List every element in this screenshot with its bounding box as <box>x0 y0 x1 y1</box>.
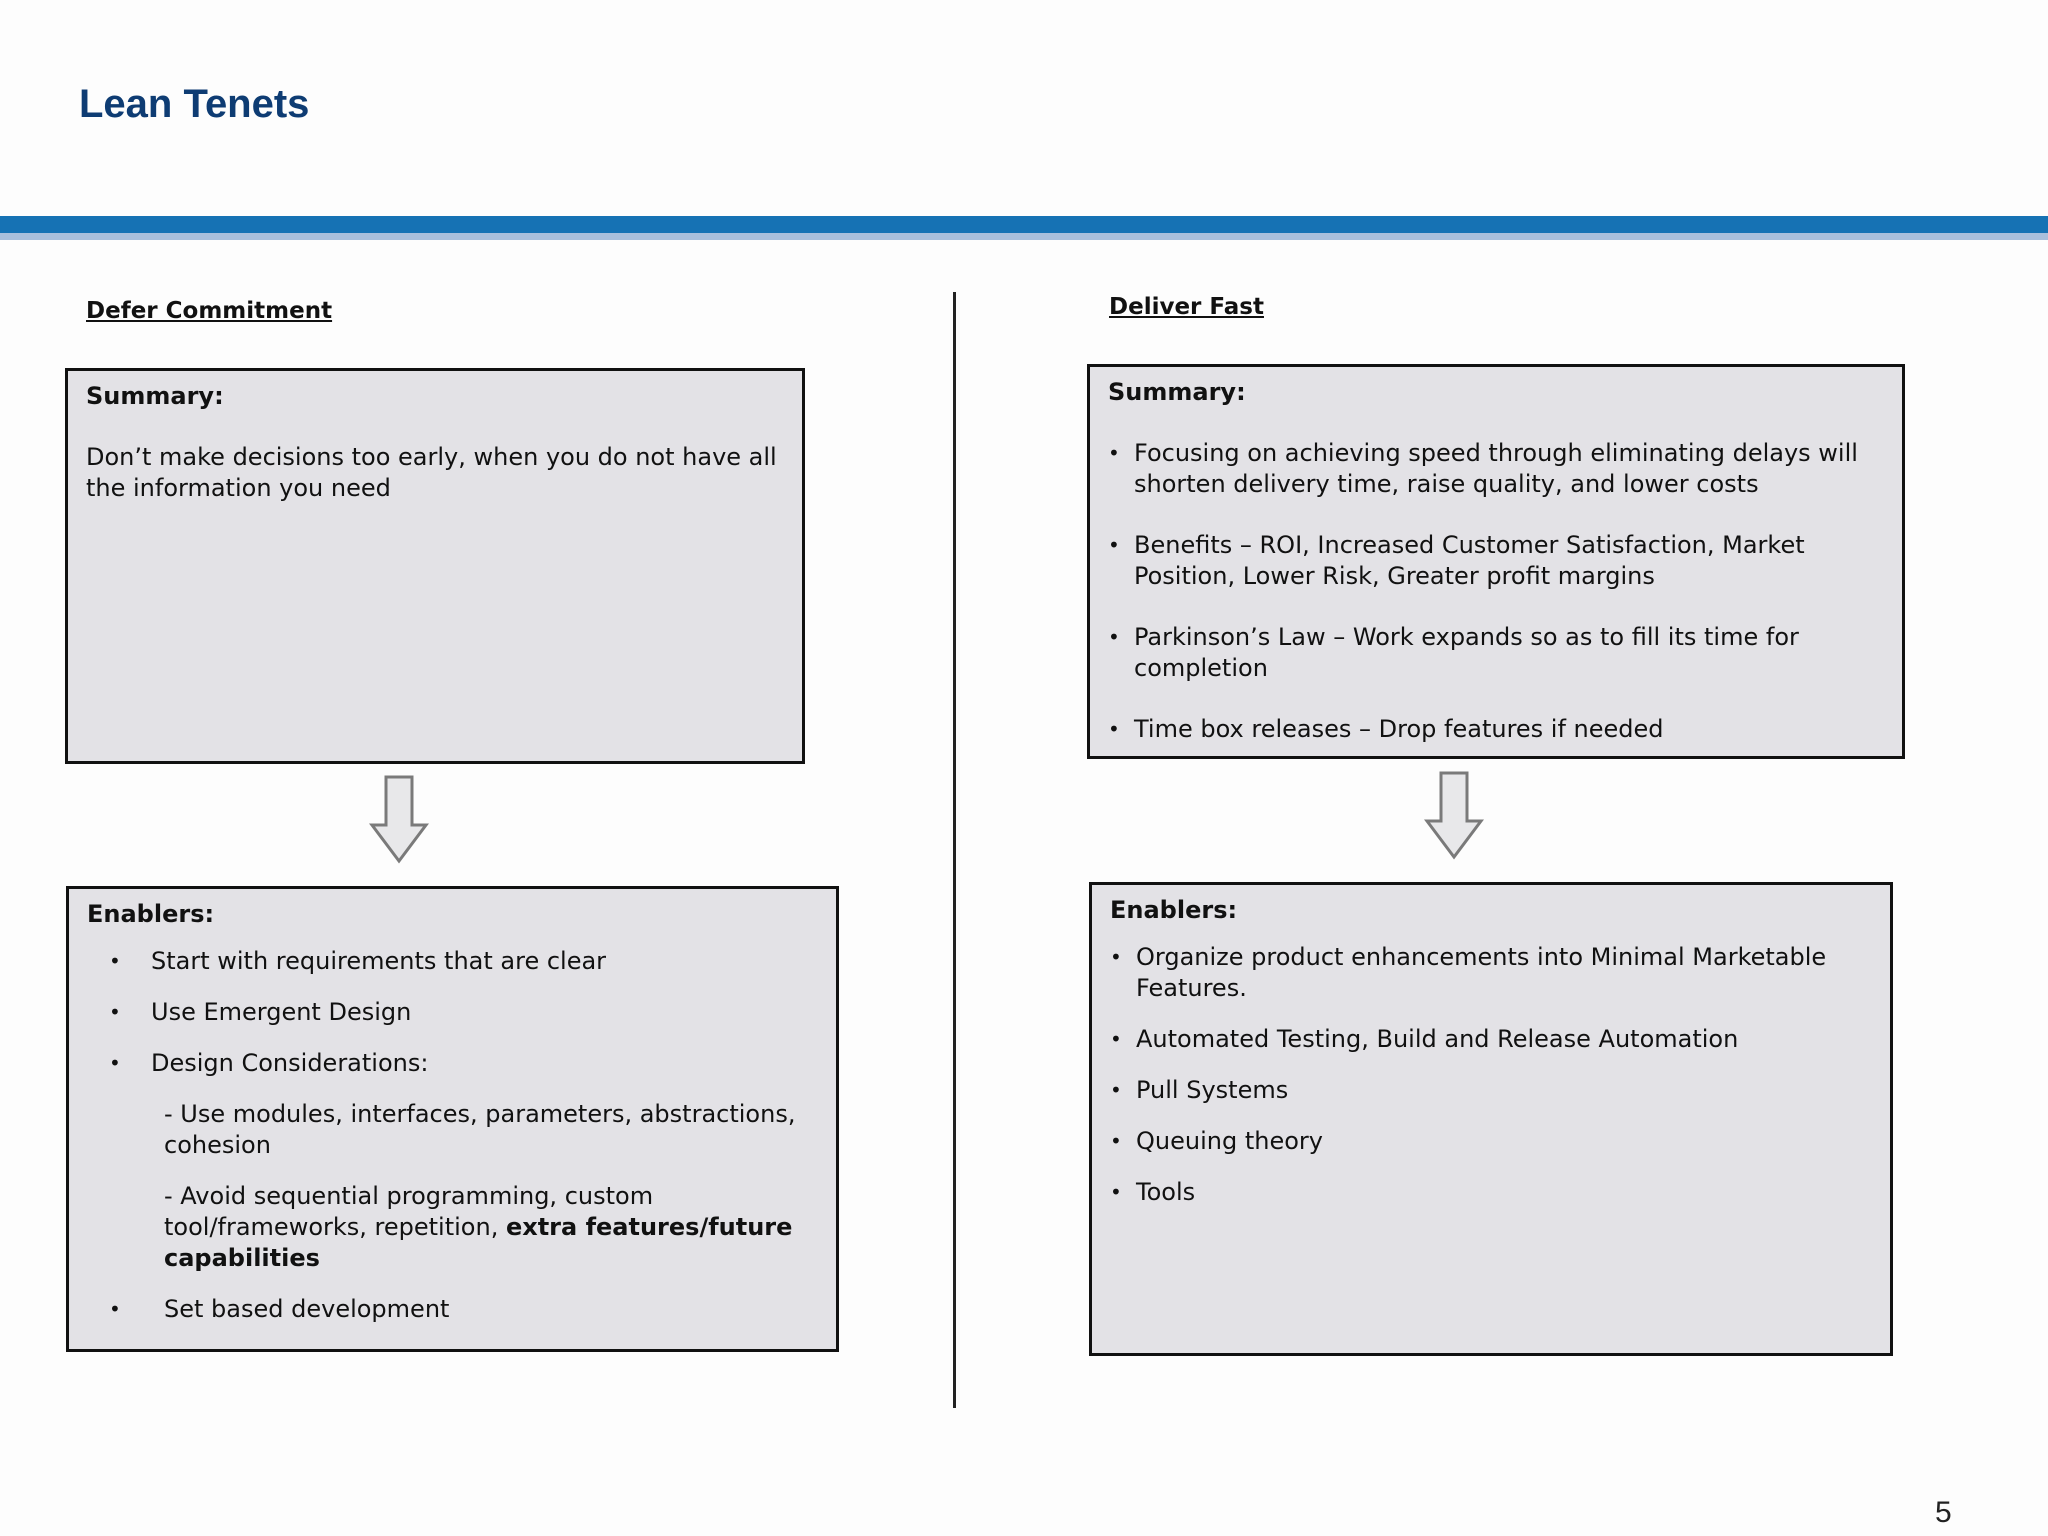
header-bar-accent <box>0 233 2048 240</box>
down-arrow-icon <box>1423 771 1485 861</box>
left-heading: Defer Commitment <box>86 298 333 324</box>
column-divider <box>953 292 956 1408</box>
left-enablers-box <box>66 886 839 1352</box>
list-sub-item: - Use modules, interfaces, parameters, abstractions, cohesion <box>164 1100 796 1159</box>
list-item: • Parkinson’s Law – Work expands so as to fill its time for completion <box>1108 622 1886 684</box>
list-item: • Use Emergent Design <box>109 997 820 1028</box>
right-enablers-title: Enablers: <box>1110 896 1238 924</box>
list-item: • Tools <box>1110 1177 1874 1208</box>
list-item: • Design Considerations: <box>109 1048 820 1079</box>
page-number: 5 <box>1935 1496 1952 1529</box>
list-item: • Time box releases – Drop features if needed <box>1108 714 1886 745</box>
left-summary-box <box>65 368 805 764</box>
list-item: • Focusing on achieving speed through eliminating delays will shorten delivery time, raise quality, and lower costs <box>1108 438 1886 500</box>
sub-item-bold-text: extra features/future capabilities <box>164 1213 793 1272</box>
right-summary-list <box>1108 438 1886 745</box>
list-item: • Organize product enhancements into Minimal Marketable Features. <box>1110 942 1874 1004</box>
right-heading: Deliver Fast <box>1109 294 1264 320</box>
right-enablers-list <box>1110 942 1874 1208</box>
left-summary-text: Don’t make decisions too early, when you do not have all the information you need <box>86 443 777 502</box>
down-arrow-icon <box>368 775 430 865</box>
right-summary-title: Summary: <box>1108 378 1246 406</box>
list-sub-item <box>109 1181 820 1274</box>
list-item: • Start with requirements that are clear <box>109 946 820 977</box>
header-bar <box>0 216 2048 233</box>
left-enablers-list <box>87 946 820 1325</box>
left-enablers-title: Enablers: <box>87 900 215 928</box>
list-item: • Pull Systems <box>1110 1075 1874 1106</box>
list-item: • Benefits – ROI, Increased Customer Satisfaction, Market Position, Lower Risk, Greater profit margins <box>1108 530 1886 592</box>
right-enablers-box <box>1089 882 1893 1356</box>
list-item: • Queuing theory <box>1110 1126 1874 1157</box>
sub-item-text: - Avoid sequential programming, custom tool/frameworks, repetition, <box>164 1182 654 1241</box>
right-summary-box <box>1087 364 1905 759</box>
list-item: • Set based development <box>109 1294 820 1325</box>
left-summary-title: Summary: <box>86 382 224 410</box>
slide-title: Lean Tenets <box>79 82 310 126</box>
list-item: • Automated Testing, Build and Release Automation <box>1110 1024 1874 1055</box>
